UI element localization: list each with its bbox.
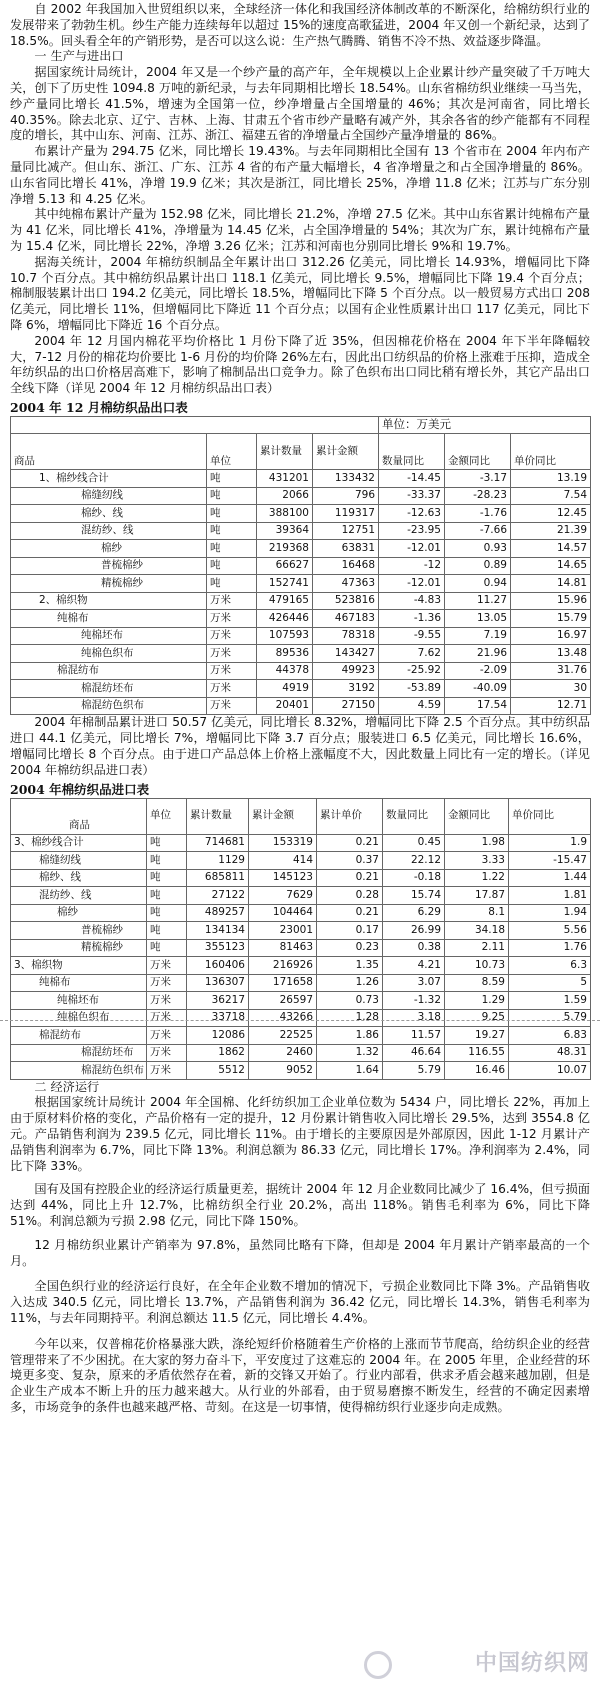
import-cell-product: 普梳棉纱 <box>11 922 147 940</box>
export-cell-value: 89536 <box>257 645 313 663</box>
import-cell-value: 104464 <box>249 904 317 922</box>
export-cell-value: 12.71 <box>511 697 591 715</box>
export-table-row <box>11 575 591 593</box>
export-cell-value: 49923 <box>313 662 379 680</box>
import-cell-value: 34.18 <box>445 922 509 940</box>
import-cell-value: 171658 <box>249 974 317 992</box>
export-cell-value: -9.55 <box>379 627 445 645</box>
import-header: 累计单价 <box>317 798 383 834</box>
import-cell-unit: 吨 <box>147 904 187 922</box>
import-cell-value: 3.33 <box>445 852 509 870</box>
import-cell-value: 1.94 <box>509 904 591 922</box>
export-table-row <box>11 592 591 610</box>
import-cell-value: 6.3 <box>509 957 591 975</box>
export-cell-value: 14.65 <box>511 557 591 575</box>
export-cell-unit: 万米 <box>207 680 257 698</box>
import-cell-product: 棉混纺布 <box>11 1027 147 1045</box>
import-cell-value: 1.26 <box>317 974 383 992</box>
export-table-row <box>11 505 591 523</box>
export-cell-value: 39364 <box>257 522 313 540</box>
import-cell-value: 1.9 <box>509 834 591 852</box>
export-cell-value: 2066 <box>257 487 313 505</box>
import-cell-product: 纯棉布 <box>11 974 147 992</box>
import-cell-value: 489257 <box>187 904 249 922</box>
section1-heading: 一 生产与进出口 <box>34 49 124 64</box>
export-cell-value: 17.54 <box>445 697 511 715</box>
import-cell-unit: 吨 <box>147 939 187 957</box>
export-cell-value: -23.95 <box>379 522 445 540</box>
export-cell-product: 棉纱、线 <box>11 505 207 523</box>
export-cell-value: 467183 <box>313 610 379 628</box>
import-cell-value: 685811 <box>187 869 249 887</box>
import-cell-value: 81463 <box>249 939 317 957</box>
import-cell-value: 1862 <box>187 1044 249 1062</box>
section2-paragraph-3: 12 月棉纺织业累计产销率为 97.8%，虽然同比略有下降，但却是 2004 年月累计产销率最高的一个月。 <box>10 1237 590 1268</box>
export-cell-value: 523816 <box>313 592 379 610</box>
export-cell-product: 棉混纺布 <box>11 662 207 680</box>
export-cell-value: 479165 <box>257 592 313 610</box>
export-cell-value: 16468 <box>313 557 379 575</box>
export-cell-value: 7.62 <box>379 645 445 663</box>
import-cell-unit: 吨 <box>147 834 187 852</box>
import-cell-value: 0.45 <box>383 834 445 852</box>
export-header: 商品 <box>11 434 207 470</box>
import-cell-value: 9.25 <box>445 1009 509 1027</box>
import-cell-value: 1.64 <box>317 1062 383 1080</box>
import-cell-value: 1.86 <box>317 1027 383 1045</box>
export-cell-value: 388100 <box>257 505 313 523</box>
section1-paragraph-2: 布累计产量为 294.75 亿米，同比增长 19.43%。与去年同期相比全国有 13 个省市在 2004 年内布产量同比减产。但山东、浙江、广东、江苏 4 省的布产量大幅增长，4 省净增量之和占全国净增量的 86%。山东省同比增长 41%，净增 19.9 亿米；其次是浙江，同比增长 25%，净增 11.8 亿米；江苏与广东分别净增 5.13 和 4.25 亿米。 <box>10 144 590 206</box>
export-cell-unit: 万米 <box>207 627 257 645</box>
import-cell-value: 1.59 <box>509 992 591 1010</box>
export-header: 累计数量 <box>257 434 313 470</box>
export-cell-value: -3.17 <box>445 470 511 488</box>
import-table-row <box>11 1027 591 1045</box>
export-cell-value: -53.89 <box>379 680 445 698</box>
export-cell-value: -7.66 <box>445 522 511 540</box>
import-cell-value: 5512 <box>187 1062 249 1080</box>
import-cell-unit: 吨 <box>147 852 187 870</box>
import-header: 金额同比 <box>445 798 509 834</box>
import-cell-value: 27122 <box>187 887 249 905</box>
export-cell-value: 152741 <box>257 575 313 593</box>
export-cell-unit: 万米 <box>207 697 257 715</box>
import-table-row <box>11 992 591 1010</box>
import-cell-value: 11.57 <box>383 1027 445 1045</box>
import-cell-value: 10.73 <box>445 957 509 975</box>
import-cell-value: -1.32 <box>383 992 445 1010</box>
section1-paragraph-6: 2004 年棉制品累计进口 50.57 亿美元，同比增长 8.32%，增幅同比下降 2.5 个百分点。其中纺织品进口 44.1 亿美元，同比增长 7%，增幅同比下降 3.7 百分点；服装进口 6.5 亿美元，同比增长 16.6%，增幅同比增长 8 个百分点。由于进口产品总体上价格上涨幅度不大，因此数量上同比有一定的增长。（详见 2004 年棉纺织品进口表） <box>10 715 590 777</box>
import-header: 单位 <box>147 798 187 834</box>
import-table-row <box>11 887 591 905</box>
import-cell-unit: 万米 <box>147 957 187 975</box>
import-header: 商品 <box>11 798 147 834</box>
import-cell-value: 0.21 <box>317 869 383 887</box>
import-cell-product: 纯棉坯布 <box>11 992 147 1010</box>
import-cell-value: 355123 <box>187 939 249 957</box>
import-cell-value: 145123 <box>249 869 317 887</box>
import-cell-value: 10.07 <box>509 1062 591 1080</box>
section1-paragraph-1: 据国家统计局统计，2004 年又是一个纱产量的高产年，全年规模以上企业累计纱产量突破了千万吨大关，创下了历史性 1094.8 万吨的新纪录，与去年同期相比增长 18.54%。山东省棉纺织业继续一马当先，纱产量同比增长 41.5%，增速为全国第一位，纱净增量占全国增量的 46%；其次是河南省，同比增长 40.35%。除去北京、辽宁、吉林、上海、甘肃五个省市纱产量略有减产外，其余各省的纱产能都有不同程度的增长，其中山东、河南、江苏、浙江、福建五省的净增量占全国纱产量净增量的 86%。 <box>10 65 590 143</box>
import-cell-product: 纯棉色织布 <box>11 1009 147 1027</box>
export-table-title: 2004 年 12 月棉纺织品出口表 <box>10 399 188 415</box>
export-cell-unit: 吨 <box>207 487 257 505</box>
import-cell-value: 5.79 <box>509 1009 591 1027</box>
watermark-logo-icon <box>364 1651 392 1679</box>
export-cell-product: 1、棉纱线合计 <box>11 470 207 488</box>
export-cell-value: 30 <box>511 680 591 698</box>
export-cell-value: 31.76 <box>511 662 591 680</box>
export-cell-value: 27150 <box>313 697 379 715</box>
import-cell-value: 5 <box>509 974 591 992</box>
export-cell-value: -25.92 <box>379 662 445 680</box>
export-header: 累计金额 <box>313 434 379 470</box>
import-cell-value: 1.76 <box>509 939 591 957</box>
import-cell-value: 17.87 <box>445 887 509 905</box>
export-cell-value: 78318 <box>313 627 379 645</box>
import-cell-value: 0.28 <box>317 887 383 905</box>
export-cell-value: 63831 <box>313 540 379 558</box>
export-cell-value: 119317 <box>313 505 379 523</box>
import-cell-value: 3.07 <box>383 974 445 992</box>
import-cell-value: 160406 <box>187 957 249 975</box>
export-cell-value: 47363 <box>313 575 379 593</box>
import-cell-unit: 吨 <box>147 869 187 887</box>
import-cell-value: 1.32 <box>317 1044 383 1062</box>
import-table <box>10 798 591 1080</box>
import-cell-product: 棉纱 <box>11 904 147 922</box>
import-cell-value: 8.59 <box>445 974 509 992</box>
section1-paragraph-4: 据海关统计，2004 年棉纺织制品全年累计出口 312.26 亿美元，同比增长 14.93%，增幅同比下降 10.7 个百分点。其中棉纺织品累计出口 118.1 亿美元，同比增长 9.5%，增幅同比下降 19.4 个百分点；棉制服装累计出口 194.2 亿美元，同比增长 18.5%，增幅同比下降 5 个百分点。以一般贸易方式出口 208 亿美元，同比增长 11%，但增幅同比下降近 11 个百分点；以国有企业性质累计出口 117 亿美元，同比下降 6%，增幅同比下降近 16 个百分点。 <box>10 254 590 332</box>
import-header: 累计数量 <box>187 798 249 834</box>
import-cell-value: 1.98 <box>445 834 509 852</box>
export-cell-value: -12.01 <box>379 575 445 593</box>
export-cell-value: -1.36 <box>379 610 445 628</box>
import-cell-value: 26.99 <box>383 922 445 940</box>
export-cell-value: 12751 <box>313 522 379 540</box>
import-table-title: 2004 年棉纺织品进口表 <box>10 781 150 797</box>
export-cell-value: -40.09 <box>445 680 511 698</box>
import-cell-value: 23001 <box>249 922 317 940</box>
import-cell-value: 5.56 <box>509 922 591 940</box>
import-table-row <box>11 852 591 870</box>
import-cell-unit: 万米 <box>147 1062 187 1080</box>
export-cell-unit: 吨 <box>207 522 257 540</box>
import-table-row <box>11 1009 591 1027</box>
export-cell-unit: 万米 <box>207 662 257 680</box>
import-cell-unit: 万米 <box>147 974 187 992</box>
section2-paragraph-5: 今年以来，仅普棉花价格暴涨大跌，涤纶短纤价格随着生产价格的上涨而节节爬高，给纺织企业的经营管理带来了不少困扰。在大家的努力奋斗下，平安度过了这难忘的 2004 年。在 2005 年里，企业经营的环境更多变、复杂，原来的矛盾依然存在着，新的交锋又开始了。行业内部看，供求矛盾会越来越加剧，但是企业生产成本不断上升的压力越来越大。从行业的外部看，由于贸易磨擦不断发生，经营的不确定因素增多，市场竞争的条件也越来越严格、苛刻。在这是一切事情，使得棉纺织行业逐步向走成熟。 <box>10 1336 590 1414</box>
export-cell-unit: 吨 <box>207 470 257 488</box>
import-cell-value: 0.37 <box>317 852 383 870</box>
export-cell-value: 11.27 <box>445 592 511 610</box>
import-table-row <box>11 1062 591 1080</box>
export-cell-unit: 吨 <box>207 540 257 558</box>
import-cell-unit: 万米 <box>147 1044 187 1062</box>
import-cell-value: 16.46 <box>445 1062 509 1080</box>
export-header: 单价同比 <box>511 434 591 470</box>
export-cell-value: 15.79 <box>511 610 591 628</box>
import-cell-value: 1.29 <box>445 992 509 1010</box>
section2-heading: 二 经济运行 <box>34 1079 100 1094</box>
import-cell-value: 22525 <box>249 1027 317 1045</box>
export-table-row <box>11 557 591 575</box>
import-header: 数量同比 <box>383 798 445 834</box>
import-cell-value: 0.17 <box>317 922 383 940</box>
export-cell-value: 107593 <box>257 627 313 645</box>
import-cell-value: 6.29 <box>383 904 445 922</box>
export-unit-note: 单位：万美元 <box>379 416 591 434</box>
export-cell-value: 0.93 <box>445 540 511 558</box>
export-cell-value: 796 <box>313 487 379 505</box>
export-cell-product: 棉缝纫线 <box>11 487 207 505</box>
export-cell-product: 棉纱 <box>11 540 207 558</box>
import-cell-value: 46.64 <box>383 1044 445 1062</box>
export-cell-unit: 吨 <box>207 505 257 523</box>
export-cell-value: 44378 <box>257 662 313 680</box>
export-cell-value: -1.76 <box>445 505 511 523</box>
import-table-row <box>11 904 591 922</box>
import-cell-value: 216926 <box>249 957 317 975</box>
export-cell-value: -12.63 <box>379 505 445 523</box>
import-cell-value: 0.21 <box>317 834 383 852</box>
export-cell-product: 棉混纺色织布 <box>11 697 207 715</box>
import-table-row <box>11 1044 591 1062</box>
import-cell-value: 2460 <box>249 1044 317 1062</box>
export-cell-value: 7.54 <box>511 487 591 505</box>
export-cell-value: 20401 <box>257 697 313 715</box>
export-table-row <box>11 697 591 715</box>
export-cell-value: 12.45 <box>511 505 591 523</box>
import-cell-value: 414 <box>249 852 317 870</box>
watermark: 中国纺织网 <box>474 1651 590 1676</box>
export-cell-value: 133432 <box>313 470 379 488</box>
import-cell-value: 7629 <box>249 887 317 905</box>
import-cell-unit: 万米 <box>147 992 187 1010</box>
export-cell-unit: 万米 <box>207 592 257 610</box>
import-cell-value: 3.18 <box>383 1009 445 1027</box>
import-cell-value: 0.21 <box>317 904 383 922</box>
import-cell-value: 19.27 <box>445 1027 509 1045</box>
import-cell-value: 9052 <box>249 1062 317 1080</box>
import-header: 累计金额 <box>249 798 317 834</box>
export-cell-value: 21.39 <box>511 522 591 540</box>
import-cell-unit: 万米 <box>147 1009 187 1027</box>
section1-paragraph-5: 2004 年 12 月国内棉花平均价格比 1 月份下降了近 35%，但因棉花价格在 2004 年下半年降幅较大，7-12 月份的棉花均价要比 1-6 月份的均价降 26%左右，因此出口纺织品的价格上涨难于压抑，造成全年纺织品的出口价格居高难下，影响了棉制品出口竞争力。除了色织布出口同比稍有增长外，其它产品出口全线下降（详见 2004 年 12 月棉纺织品出口表） <box>10 333 590 396</box>
import-cell-value: 2.11 <box>445 939 509 957</box>
import-cell-product: 棉混纺坯布 <box>11 1044 147 1062</box>
import-cell-value: 1.81 <box>509 887 591 905</box>
import-cell-value: 0.23 <box>317 939 383 957</box>
export-cell-value: 4919 <box>257 680 313 698</box>
export-cell-value: 21.96 <box>445 645 511 663</box>
import-table-row <box>11 939 591 957</box>
section2-paragraph-2: 国有及国有控股企业的经济运行质量更差，据统计 2004 年 12 月企业数同比减少了 16.4%，但亏损面达到 44%，同比上升 12.7%，比棉纺织全行业 20.2%，高出 118%。销售毛利率为 6%，同比下降 51%。利润总额为亏损 2.98 亿元，同比下降 150%。 <box>10 1182 590 1228</box>
import-cell-value: 1.28 <box>317 1009 383 1027</box>
import-cell-value: -15.47 <box>509 852 591 870</box>
export-cell-value: -12.01 <box>379 540 445 558</box>
export-cell-unit: 吨 <box>207 575 257 593</box>
export-table-row <box>11 470 591 488</box>
export-table-row <box>11 540 591 558</box>
export-cell-value: -12 <box>379 557 445 575</box>
export-cell-product: 纯棉布 <box>11 610 207 628</box>
export-cell-product: 普梳棉纱 <box>11 557 207 575</box>
import-table-row <box>11 974 591 992</box>
import-cell-unit: 吨 <box>147 887 187 905</box>
export-cell-value: 16.97 <box>511 627 591 645</box>
export-header: 单位 <box>207 434 257 470</box>
export-cell-value: -28.23 <box>445 487 511 505</box>
export-cell-value: 14.81 <box>511 575 591 593</box>
export-cell-value: 219368 <box>257 540 313 558</box>
export-table-row <box>11 645 591 663</box>
import-cell-value: 22.12 <box>383 852 445 870</box>
export-table <box>10 416 591 716</box>
export-cell-value: 14.57 <box>511 540 591 558</box>
export-cell-product: 棉混纺坯布 <box>11 680 207 698</box>
import-cell-value: -0.18 <box>383 869 445 887</box>
export-cell-value: 13.48 <box>511 645 591 663</box>
export-cell-product: 混纺纱、线 <box>11 522 207 540</box>
import-cell-value: 0.38 <box>383 939 445 957</box>
import-cell-value: 1.22 <box>445 869 509 887</box>
export-cell-value: 7.19 <box>445 627 511 645</box>
import-cell-value: 0.73 <box>317 992 383 1010</box>
export-cell-value: 431201 <box>257 470 313 488</box>
import-table-row <box>11 957 591 975</box>
import-cell-unit: 万米 <box>147 1027 187 1045</box>
import-cell-product: 棉缝纫线 <box>11 852 147 870</box>
import-cell-product: 3、棉织物 <box>11 957 147 975</box>
export-cell-value: -2.09 <box>445 662 511 680</box>
import-cell-product: 棉纱、线 <box>11 869 147 887</box>
export-cell-unit: 万米 <box>207 645 257 663</box>
import-cell-product: 3、棉纱线合计 <box>11 834 147 852</box>
import-cell-value: 6.83 <box>509 1027 591 1045</box>
import-cell-value: 4.21 <box>383 957 445 975</box>
import-cell-value: 15.74 <box>383 887 445 905</box>
intro-paragraph: 自 2002 年我国加入世贸组织以来，全球经济一体化和我国经济体制改革的不断深化，给棉纺织行业的发展带来了勃勃生机。纱生产能力连续每年以超过 15%的速度高歌猛进，2004 年又创一个新纪录，达到了 18.5%。回头看全年的产销形势，是否可以这么说：生产热气腾腾、销售不冷不热、效益逐步降温。 <box>10 2 590 48</box>
export-cell-value: 15.96 <box>511 592 591 610</box>
import-cell-value: 48.31 <box>509 1044 591 1062</box>
import-cell-value: 26597 <box>249 992 317 1010</box>
import-table-row <box>11 922 591 940</box>
export-cell-value: 143427 <box>313 645 379 663</box>
import-cell-value: 1.44 <box>509 869 591 887</box>
import-header: 单价同比 <box>509 798 591 834</box>
section1-paragraph-3: 其中纯棉布累计产量为 152.98 亿米，同比增长 21.2%，净增 27.5 亿米。其中山东省累计纯棉布产量为 41 亿米，同比增长 41%，净增量为 14.45 亿米，占全国净增量的 54%；其次为广东，累计纯棉布产量为 15.4 亿米，同比增长 22%，净增 3.26 亿米；江苏和河南也分别同比增长 9%和 19.7%。 <box>10 207 590 253</box>
import-cell-value: 1.35 <box>317 957 383 975</box>
section-divider <box>0 1020 600 1021</box>
export-table-row <box>11 487 591 505</box>
section2-paragraph-1: 根据国家统计局统计 2004 年全国棉、化纤纺织加工企业单位数为 5434 户，同比增长 22%，再加上由于原材料价格的变化，产品价格有一定的提升，12 月份累计销售收入同比增长 29.5%，达到 3554.8 亿元。产品销售利润为 239.5 亿元，同比增长 11%。由于增长的主要原因是外部原因，因此 1-12 月累计产品销售利润率为 6.7%，同比下降 13%。利润总额为 86.33 亿元，同比增长 17%。净利润率为 2.4%，同比下降 33%。 <box>10 1095 590 1173</box>
export-header: 数量同比 <box>379 434 445 470</box>
import-cell-value: 33718 <box>187 1009 249 1027</box>
export-cell-unit: 万米 <box>207 610 257 628</box>
import-table-row <box>11 834 591 852</box>
export-cell-unit: 吨 <box>207 557 257 575</box>
export-cell-value: 4.59 <box>379 697 445 715</box>
export-cell-value: 426446 <box>257 610 313 628</box>
export-cell-value: 13.19 <box>511 470 591 488</box>
export-table-row <box>11 627 591 645</box>
export-table-row <box>11 522 591 540</box>
import-cell-product: 混纺纱、线 <box>11 887 147 905</box>
import-cell-unit: 吨 <box>147 922 187 940</box>
import-cell-value: 36217 <box>187 992 249 1010</box>
import-cell-value: 134134 <box>187 922 249 940</box>
export-cell-product: 纯棉色织布 <box>11 645 207 663</box>
export-table-row <box>11 662 591 680</box>
export-table-row <box>11 680 591 698</box>
import-cell-value: 8.1 <box>445 904 509 922</box>
import-cell-value: 43266 <box>249 1009 317 1027</box>
import-cell-value: 116.55 <box>445 1044 509 1062</box>
import-cell-value: 714681 <box>187 834 249 852</box>
export-cell-value: 0.94 <box>445 575 511 593</box>
export-cell-value: 66627 <box>257 557 313 575</box>
section2-paragraph-4: 全国色织行业的经济运行良好，在全年企业数不增加的情况下，亏损企业数同比下降 3%。产品销售收入达成 340.5 亿元，同比增长 13.7%，产品销售利润为 36.42 亿元，同比增长 14.3%，销售毛利率为 11%，与去年同期持平。利润总额达 11.5 亿元，同比增长 4.4%。 <box>10 1279 590 1325</box>
import-cell-value: 12086 <box>187 1027 249 1045</box>
export-cell-value: -33.37 <box>379 487 445 505</box>
export-cell-value: 3192 <box>313 680 379 698</box>
import-cell-product: 棉混纺色织布 <box>11 1062 147 1080</box>
import-cell-product: 精梳棉纱 <box>11 939 147 957</box>
import-cell-value: 136307 <box>187 974 249 992</box>
export-cell-value: -14.45 <box>379 470 445 488</box>
export-cell-product: 精梳棉纱 <box>11 575 207 593</box>
export-header: 金额同比 <box>445 434 511 470</box>
import-cell-value: 1129 <box>187 852 249 870</box>
export-cell-value: -4.83 <box>379 592 445 610</box>
export-cell-product: 纯棉坯布 <box>11 627 207 645</box>
import-cell-value: 5.79 <box>383 1062 445 1080</box>
import-table-row <box>11 869 591 887</box>
export-cell-product: 2、棉织物 <box>11 592 207 610</box>
export-table-row <box>11 610 591 628</box>
export-cell-value: 0.89 <box>445 557 511 575</box>
import-cell-value: 153319 <box>249 834 317 852</box>
export-cell-value: 13.05 <box>445 610 511 628</box>
